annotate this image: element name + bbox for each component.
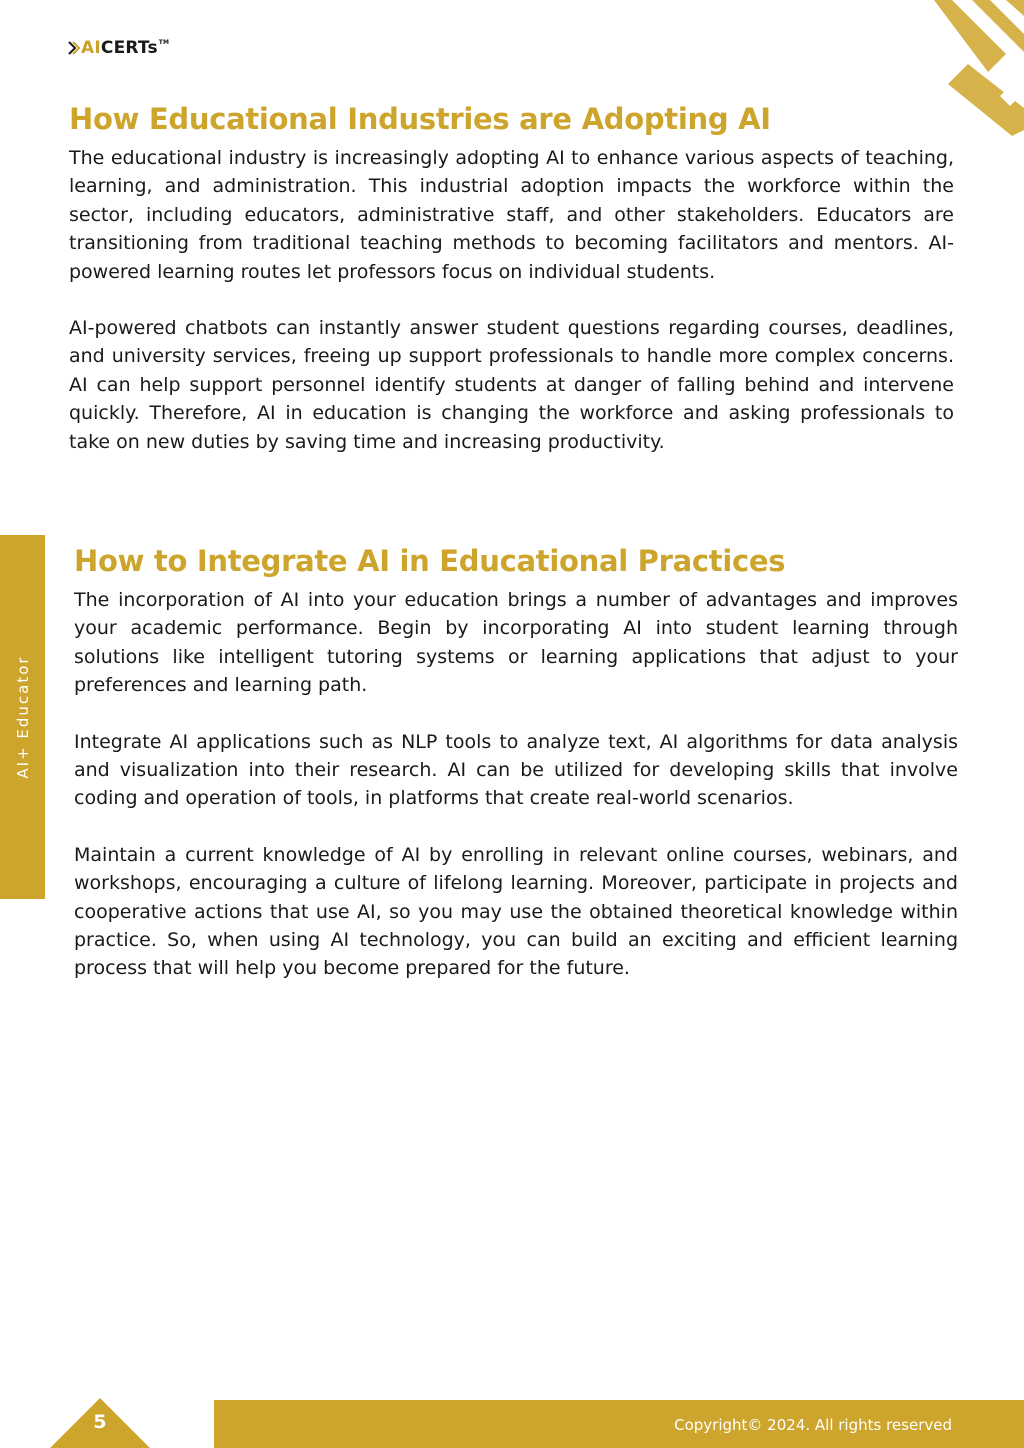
paragraph: The incorporation of AI into your education brings a number of advantages and improves your academic performance. Begin by incorporating AI into student learning through solutions like intelligent tutoring systems or learning applications that adjust to your preferences and learning path. [74, 589, 958, 697]
chevron-logo-icon [68, 41, 80, 55]
paragraph: Maintain a current knowledge of AI by enrolling in relevant online courses, webinars, and workshops, encouraging a culture of lifelong learning. Moreover, participate in projects and cooperative actions that use AI, so you may use the obtained theoretical knowledge within practice. So, when using AI technology, you can build an exciting and efficient learning process that will help you become prepared for the future. [74, 843, 958, 980]
side-tab-label: AI+ Educator [13, 655, 32, 779]
section-integrate-ai [74, 542, 958, 1011]
section-adopting-ai [69, 100, 954, 484]
logo-trademark: TM [158, 38, 170, 46]
logo-certs-text: CERTs [100, 38, 158, 58]
section-heading: How Educational Industries are Adopting AI [69, 102, 771, 136]
paragraph: AI-powered chatbots can instantly answer student questions regarding courses, deadlines, and university services, freeing up support professionals to handle more complex concerns. AI can help support personnel identify students at danger of falling behind and intervene quickly. Therefore, AI in education is changing the workforce and asking professionals to take on new duties by saving time and increasing productivity. [69, 317, 954, 453]
section-heading: How to Integrate AI in Educational Practices [74, 544, 786, 578]
footer-bar [214, 1400, 1024, 1448]
paragraph: Integrate AI applications such as NLP tools to analyze text, AI algorithms for data analysis and visualization into their research. AI can be utilized for developing skills that involve coding and operation of tools, in platforms that create real-world scenarios. [74, 730, 958, 810]
side-tab [0, 535, 45, 899]
logo-ai-text: AI [81, 38, 101, 58]
page-number: 5 [93, 1411, 107, 1433]
paragraph: The educational industry is increasingly adopting AI to enhance various aspects of teaching, learning, and administration. This industrial adoption impacts the workforce within the sector, including educators, administrative staff, and other stakeholders. Educators are transitioning from traditional teaching methods to becoming facilitators and mentors. AI-powered learning routes let professors focus on individual students. [69, 147, 954, 283]
page-number-badge [50, 1398, 150, 1448]
aicerts-logo [68, 38, 169, 58]
copyright-text: Copyright© 2024. All rights reserved [674, 1416, 952, 1434]
